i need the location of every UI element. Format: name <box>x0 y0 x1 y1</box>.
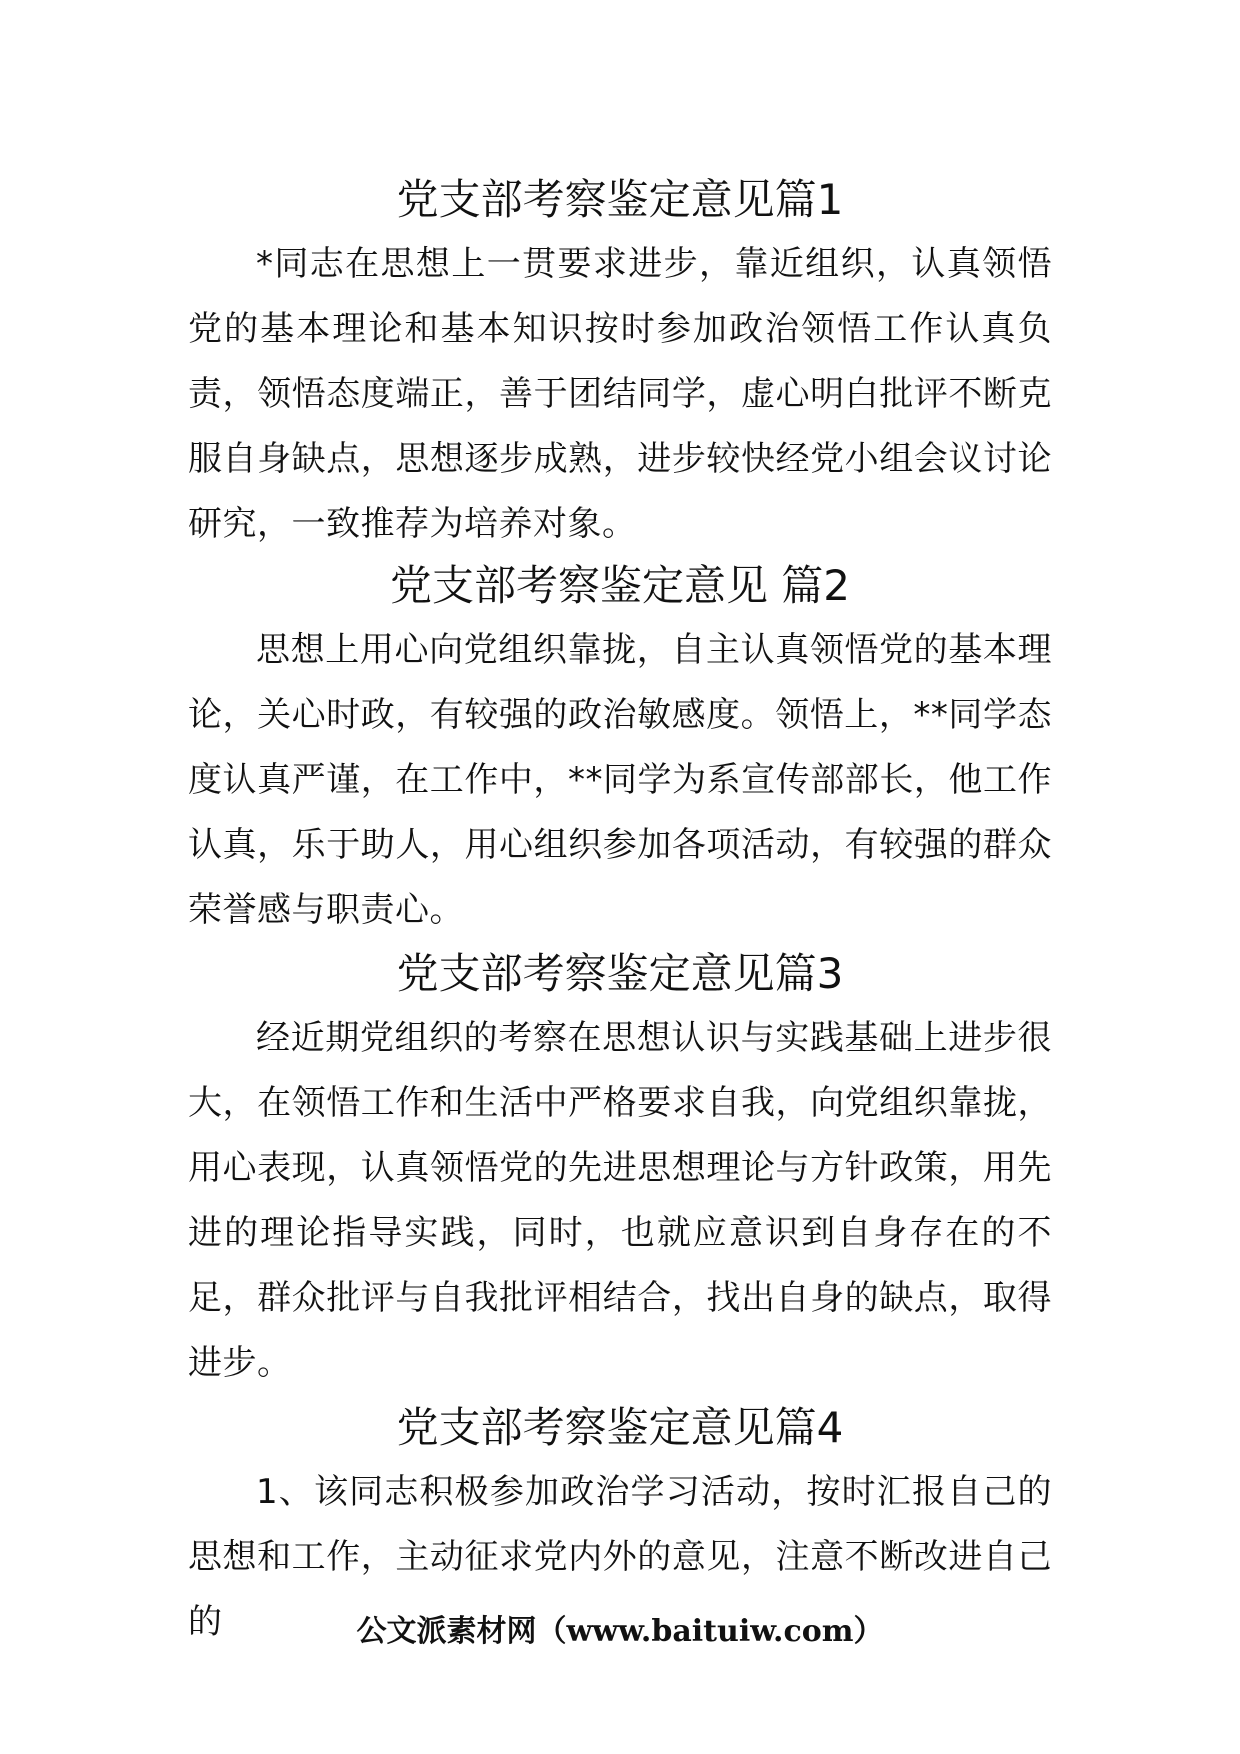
section-body-3: 经近期党组织的考察在思想认识与实践基础上进步很大，在领悟工作和生活中严格要求自我，向党组织靠拢，用心表现，认真领悟党的先进思想理论与方针政策，用先进的理论指导实践，同时，也就应意识到自身存在的不足，群众批评与自我批评相结合，找出自身的缺点，取得进步。 <box>188 1018 1052 1383</box>
section-body-4: 1、该同志积极参加政治学习活动，按时汇报自己的思想和工作，主动征求党内外的意见，注意不断改进自己的 <box>188 1472 1052 1642</box>
footer-watermark: 公文派素材网（www.baituiw.com） <box>356 1614 884 1649</box>
section-title-3: 党支部考察鉴定意见篇3 <box>396 949 844 998</box>
section-title-1: 党支部考察鉴定意见篇1 <box>396 175 844 224</box>
section-body-2: 思想上用心向党组织靠拢，自主认真领悟党的基本理论，关心时政，有较强的政治敏感度。领悟上，**同学态度认真严谨，在工作中，**同学为系宣传部部长，他工作认真，乐于助人，用心组织参加各项活动，有较强的群众荣誉感与职责心。 <box>188 630 1052 930</box>
section-title-2: 党支部考察鉴定意见 篇2 <box>389 561 851 610</box>
section-body-1: *同志在思想上一贯要求进步，靠近组织，认真领悟党的基本理论和基本知识按时参加政治领悟工作认真负责，领悟态度端正，善于团结同学，虚心明白批评不断克服自身缺点，思想逐步成熟，进步较快经党小组会议讨论研究，一致推荐为培养对象。 <box>188 244 1052 544</box>
section-title-4: 党支部考察鉴定意见篇4 <box>396 1403 844 1452</box>
